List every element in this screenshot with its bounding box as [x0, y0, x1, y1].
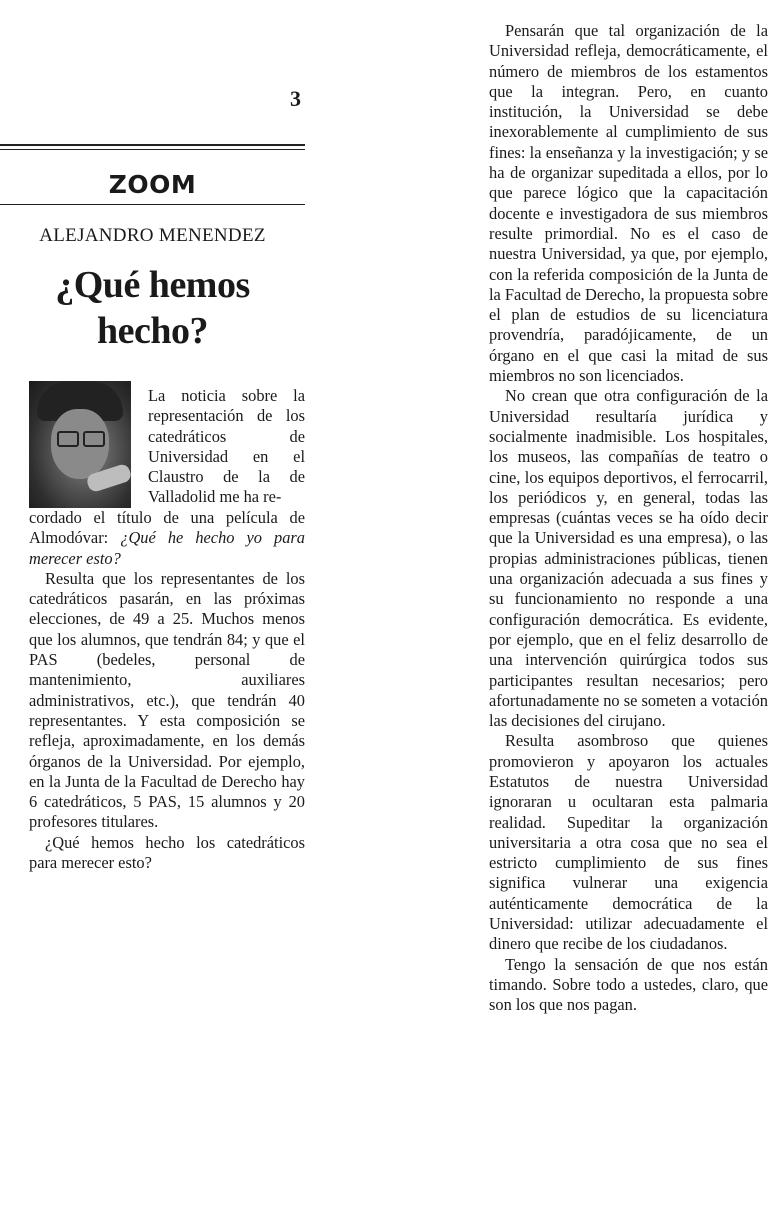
film-title: ¿Qué he hecho yo para merecer esto?: [29, 528, 305, 568]
headline-line-1: ¿Qué hemos: [55, 264, 250, 306]
page-number: 3: [290, 86, 301, 111]
headline: [0, 262, 305, 354]
right-column: [489, 21, 768, 1016]
paragraph-intro: La noticia sobre la representación de los catedráticos de Universidad en el Claustro de la de Valladolid me ha re-: [148, 386, 305, 507]
section-rule: [0, 204, 305, 205]
paragraph: No crean que otra configuración de la Universidad resultaría jurídica y socialmente inadmisible. Los hospitales, los museos, las compañías de teatro o cine, los equipos deportivos, el ferrocarril, los periódicos y, en general, todas las empresas (cuántas veces se ha oído decir que la Universidad es una empresa), o las propias administraciones públicas, tienen una organización adecuada a sus fines y su funcionamiento no responde a una configuración democrática. Es evidente, por ejemplo, que en el feliz desarrollo de una intervención quirúrgica todos sus participantes resultan necesarios; pero afortunadamente no se someten a votación las decisiones del cirujano.: [489, 386, 768, 731]
left-column-wrap-text: [148, 386, 305, 508]
author-portrait-photo: [29, 381, 131, 508]
headline-line-2: hecho?: [97, 310, 208, 352]
author-byline: ALEJANDRO MENENDEZ: [39, 225, 266, 246]
header-rule: [0, 144, 305, 146]
paragraph: Pensarán que tal organización de la Universidad refleja, democráticamente, el número de miembros de los estamentos que la integran. Pero, en cuanto institución, la Universidad se debe inexorablemente al cumplimiento de sus fines: la enseñanza y la investigación; y se ha de organizar supeditada a ellos, por lo que parece lógico que la capacitación docente e investigadora de sus miembros resulte primordial. No es el caso de nuestra Universidad, ya que, por ejemplo, con la referida composición de la Junta de la Facultad de Derecho, la propuesta sobre el plan de estudios de su licenciatura provendría, paradójicamente, de un órgano en el que casi la mitad de sus miembros no son licenciados.: [489, 21, 768, 386]
paragraph: Resulta que los representantes de los catedráticos pasarán, en las próximas elecciones, de 49 a 25. Muchos menos que los alumnos, que tendrán 84; y que el PAS (bedeles, personal de mantenimiento, auxiliares administrativos, etc.), que tendrán 40 representantes. Y esta composición se refleja, aproximadamente, en los demás órganos de la Universidad. Por ejemplo, en la Junta de la Facultad de Derecho hay 6 catedráticos, 5 PAS, 15 alumnos y 20 profesores titulares.: [29, 568, 305, 832]
paragraph: Resulta asombroso que quienes promovieron y apoyaron los actuales Estatutos de nuestra Universidad ignoraran u ocultaran esta palmaria realidad. Supeditar la organización universitaria a otra cosa que no sea el estricto cumplimiento de sus fines significa vulnerar una exigencia auténticamente democrática de la Universidad: utilizar adecuadamente el dinero que recibe de los ciudadanos.: [489, 731, 768, 954]
paragraph: Tengo la sensación de que nos están timando. Sobre todo a ustedes, claro, que son los que nos pagan.: [489, 954, 768, 1015]
section-title: ZOOM: [108, 170, 197, 199]
paragraph: ¿Qué hemos hecho los catedráticos para merecer esto?: [29, 832, 305, 873]
left-column: [29, 508, 305, 873]
paragraph-intro-cont: cordado el título de una película de Almodóvar: ¿Qué he hecho yo para merecer esto?: [29, 508, 305, 568]
header-rule-thin: [0, 149, 305, 150]
